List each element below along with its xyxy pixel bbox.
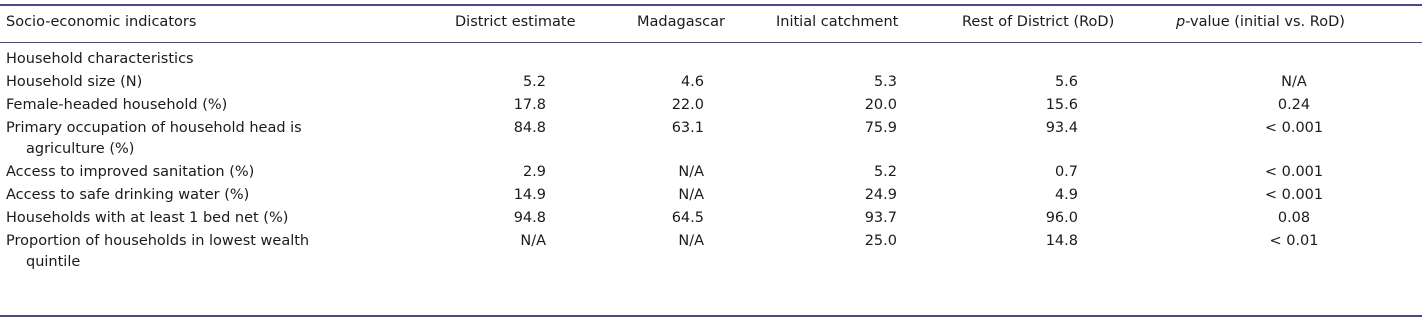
cell-p-value: N/A [1281,74,1307,90]
table-top-rule [0,4,1422,6]
cell-initial-catchment: 5.2 [873,164,897,180]
header-p-italic: p [1176,14,1186,30]
cell-district-estimate: 14.9 [513,187,546,203]
cell-district-estimate: 84.8 [513,120,546,136]
cell-madagascar: 63.1 [671,120,704,136]
table-header-rule [0,42,1422,43]
cell-rest-of-district: 5.6 [1054,74,1078,90]
cell-rest-of-district: 4.9 [1054,187,1078,203]
cell-district-estimate: 5.2 [522,74,546,90]
cell-initial-catchment: 75.9 [864,120,897,136]
row-label: Households with at least 1 bed net (%) [6,210,289,226]
row-label: Access to safe drinking water (%) [6,187,250,203]
cell-district-estimate: N/A [520,233,546,249]
cell-rest-of-district: 15.6 [1045,97,1078,113]
cell-initial-catchment: 25.0 [864,233,897,249]
cell-district-estimate: 2.9 [522,164,546,180]
cell-initial-catchment: 5.3 [873,74,897,90]
header-rest-of-district: Rest of District (RoD) [962,14,1115,30]
cell-p-value: 0.24 [1277,97,1311,113]
cell-p-value: < 0.001 [1264,164,1324,180]
header-initial-catchment: Initial catchment [776,14,899,30]
cell-initial-catchment: 20.0 [864,97,897,113]
row-label: Proportion of households in lowest wealth [6,233,310,249]
cell-initial-catchment: 24.9 [864,187,897,203]
row-label: Female-headed household (%) [6,97,228,113]
cell-madagascar: N/A [678,233,704,249]
header-district-estimate: District estimate [455,14,576,30]
cell-p-value: < 0.001 [1264,120,1324,136]
cell-madagascar: 64.5 [671,210,704,226]
row-label-continuation: agriculture (%) [26,141,135,157]
table-bottom-rule [0,315,1422,317]
cell-p-value: 0.08 [1277,210,1311,226]
section-household-characteristics: Household characteristics [6,51,194,67]
row-label: Primary occupation of household head is [6,120,302,136]
cell-rest-of-district: 93.4 [1045,120,1078,136]
cell-district-estimate: 17.8 [513,97,546,113]
cell-rest-of-district: 96.0 [1045,210,1078,226]
cell-madagascar: 4.6 [680,74,704,90]
cell-district-estimate: 94.8 [513,210,546,226]
header-p-rest: -value (initial vs. RoD) [1185,14,1345,30]
row-label: Household size (N) [6,74,143,90]
cell-initial-catchment: 93.7 [864,210,897,226]
cell-madagascar: N/A [678,164,704,180]
header-indicator: Socio-economic indicators [6,14,197,30]
cell-rest-of-district: 0.7 [1054,164,1078,180]
cell-rest-of-district: 14.8 [1045,233,1078,249]
header-p-value [1176,12,1345,32]
cell-p-value: < 0.001 [1264,187,1324,203]
cell-p-value: < 0.01 [1269,233,1319,249]
cell-madagascar: N/A [678,187,704,203]
row-label: Access to improved sanitation (%) [6,164,255,180]
header-madagascar: Madagascar [637,14,725,30]
row-label-continuation: quintile [26,254,81,270]
cell-madagascar: 22.0 [671,97,704,113]
